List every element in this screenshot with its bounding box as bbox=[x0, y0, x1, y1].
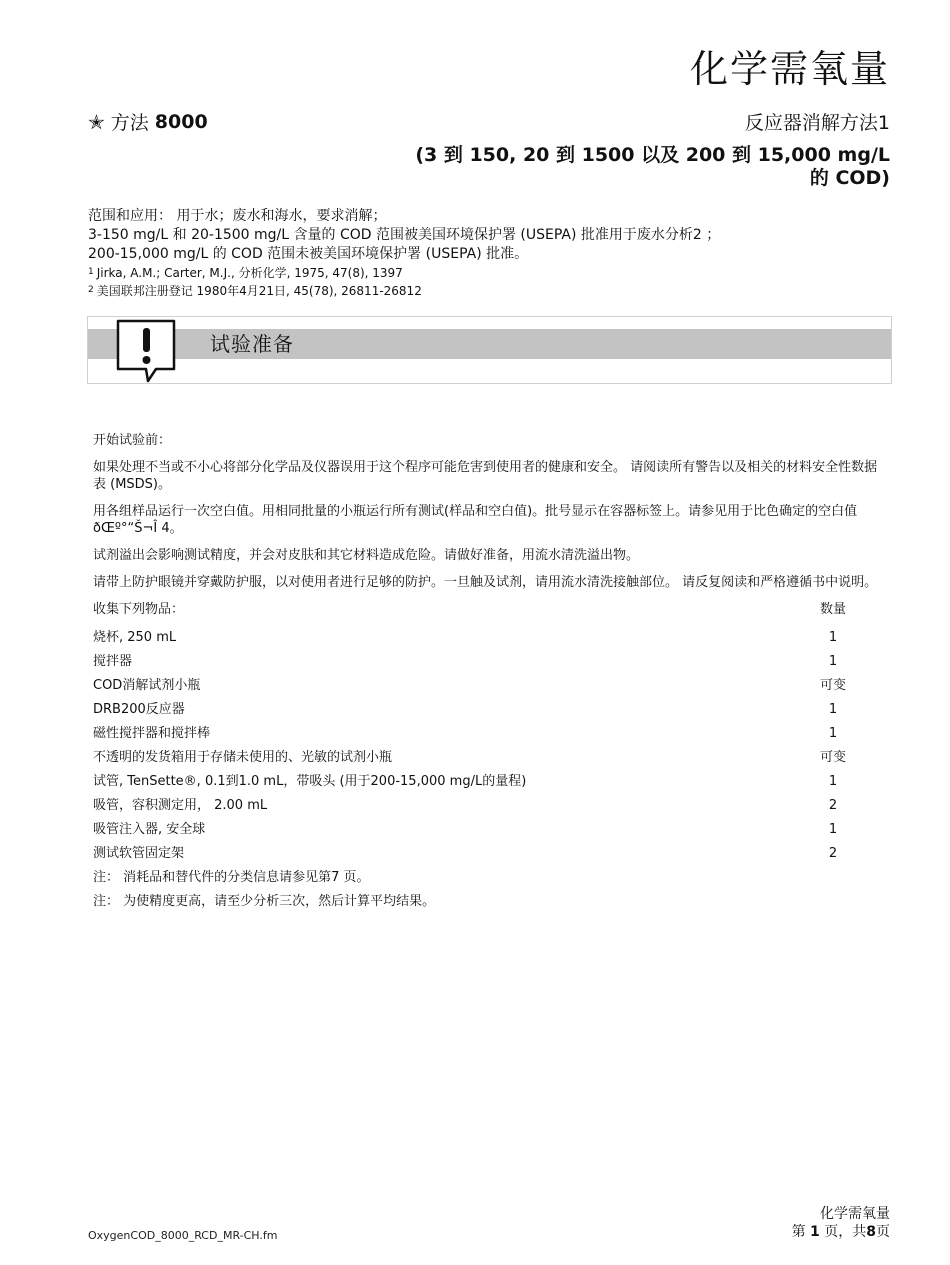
item-qty: 2 bbox=[828, 845, 838, 861]
scope-section bbox=[88, 207, 888, 300]
footnote-1-text: Jirka, A.M.; Carter, M.J., 分析化学, 1975, 47(8), 1397 bbox=[96, 266, 403, 280]
qty-header: 数量 bbox=[819, 602, 846, 617]
scope-line1: 范围和应用： 用于水；废水和海水，要求消解； bbox=[88, 208, 387, 224]
method-label bbox=[88, 108, 208, 135]
item-name: 测试软管固定架 bbox=[93, 845, 185, 861]
list-item bbox=[93, 697, 888, 721]
items-header-row bbox=[93, 601, 888, 625]
page-number: 1 bbox=[810, 1224, 820, 1240]
list-item bbox=[93, 745, 888, 769]
list-item bbox=[93, 649, 888, 673]
page-footer bbox=[792, 1205, 890, 1241]
prep-header-box bbox=[87, 316, 892, 384]
items-header: 收集下列物品： bbox=[93, 602, 185, 617]
footnote-1 bbox=[88, 264, 888, 282]
list-item bbox=[93, 673, 888, 697]
list-item bbox=[93, 625, 888, 649]
item-qty: 1 bbox=[828, 821, 838, 837]
star-icon: ✭ bbox=[88, 109, 105, 134]
prep-content bbox=[93, 432, 888, 913]
method-subtitle: 反应器消解方法1 bbox=[744, 112, 890, 134]
page-prefix: 第 bbox=[791, 1224, 806, 1240]
item-name: 试管, TenSette®, 0.1到1.0 mL，带吸头 (用于200-15,000 mg/L的量程) bbox=[93, 773, 527, 789]
list-item bbox=[93, 841, 888, 865]
page-total: 8 bbox=[866, 1224, 876, 1240]
item-qty: 可变 bbox=[819, 749, 846, 765]
list-item bbox=[93, 769, 888, 793]
item-name: 吸管，容积测定用， 2.00 mL bbox=[93, 797, 268, 813]
method-number: 8000 bbox=[154, 110, 208, 133]
safety-paragraph: 如果处理不当或不小心将部分化学品及仪器误用于这个程序可能危害到使用者的健康和安全。 请阅读所有警告以及相关的材料安全性数据表 (MSDS)。 bbox=[93, 460, 878, 492]
prep-header-bar bbox=[88, 329, 891, 359]
warning-speech-bubble-icon bbox=[116, 319, 178, 383]
page-middle: 页，共 bbox=[824, 1224, 867, 1240]
item-name: 磁性搅拌器和搅拌棒 bbox=[93, 725, 211, 741]
item-name: COD消解试剂小瓶 bbox=[93, 677, 201, 693]
method-word: 方法 bbox=[110, 112, 149, 134]
protection-paragraph: 请带上防护眼镜并穿戴防护服，以对使用者进行足够的防护。一旦触及试剂，请用流水清洗接触部位。 请反复阅读和严格遵循书中说明。 bbox=[93, 575, 878, 590]
note-precision: 注： 为使精度更高，请至少分析三次，然后计算平均结果。 bbox=[93, 893, 436, 909]
range-line1: (3 到 150, 20 到 1500 以及 200 到 15,000 mg/L bbox=[415, 144, 890, 166]
item-name: 搅拌器 bbox=[93, 653, 133, 669]
item-qty: 1 bbox=[828, 629, 838, 645]
document-title: 化学需氧量 bbox=[689, 47, 890, 91]
item-name: 烧杯, 250 mL bbox=[93, 629, 177, 645]
prep-title: 试验准备 bbox=[210, 332, 294, 356]
footnote-2-mark: 2 bbox=[88, 285, 94, 295]
item-qty: 1 bbox=[828, 773, 838, 789]
item-qty: 可变 bbox=[819, 677, 846, 693]
note-consumables: 注： 消耗品和替代件的分类信息请参见第7 页。 bbox=[93, 869, 370, 885]
footnote-1-mark: 1 bbox=[88, 267, 94, 277]
scope-line3: 200-15,000 mg/L 的 COD 范围未被美国环境保护署 (USEPA) 批准。 bbox=[88, 246, 529, 262]
item-qty: 1 bbox=[828, 653, 838, 669]
item-name: DRB200反应器 bbox=[93, 701, 185, 717]
list-item bbox=[93, 817, 888, 841]
footer-title: 化学需氧量 bbox=[820, 1206, 890, 1222]
list-item bbox=[93, 793, 888, 817]
item-qty: 2 bbox=[828, 797, 838, 813]
item-qty: 1 bbox=[828, 725, 838, 741]
footnote-2 bbox=[88, 282, 888, 300]
intro-text: 开始试验前： bbox=[93, 433, 172, 448]
range-subtitle bbox=[290, 144, 890, 190]
file-name: OxygenCOD_8000_RCD_MR-CH.fm bbox=[88, 1229, 278, 1242]
item-qty: 1 bbox=[828, 701, 838, 717]
page-indicator bbox=[792, 1223, 890, 1241]
scope-line2: 3-150 mg/L 和 20-1500 mg/L 含量的 COD 范围被美国环境保护署 (USEPA) 批准用于废水分析2 ； bbox=[88, 227, 721, 243]
items-list bbox=[93, 625, 888, 865]
page-suffix: 页 bbox=[876, 1224, 890, 1240]
list-item bbox=[93, 721, 888, 745]
item-name: 吸管注入器, 安全球 bbox=[93, 821, 206, 837]
footnote-2-text: 美国联邦注册登记 1980年4月21日, 45(78), 26811-26812 bbox=[96, 284, 422, 298]
range-line2: 的 COD) bbox=[809, 167, 890, 189]
spill-paragraph: 试剂溢出会影响测试精度，并会对皮肤和其它材料造成危险。请做好准备，用流水清洗溢出物。 bbox=[93, 548, 640, 563]
blank-paragraph: 用各组样品运行一次空白值。用相同批量的小瓶运行所有测试(样品和空白值)。批号显示在容器标签上。请参见用于比色确定的空白值 ðŒº°“Š¬Î 4。 bbox=[93, 504, 858, 536]
item-name: 不透明的发货箱用于存储未使用的、光敏的试剂小瓶 bbox=[93, 749, 393, 765]
